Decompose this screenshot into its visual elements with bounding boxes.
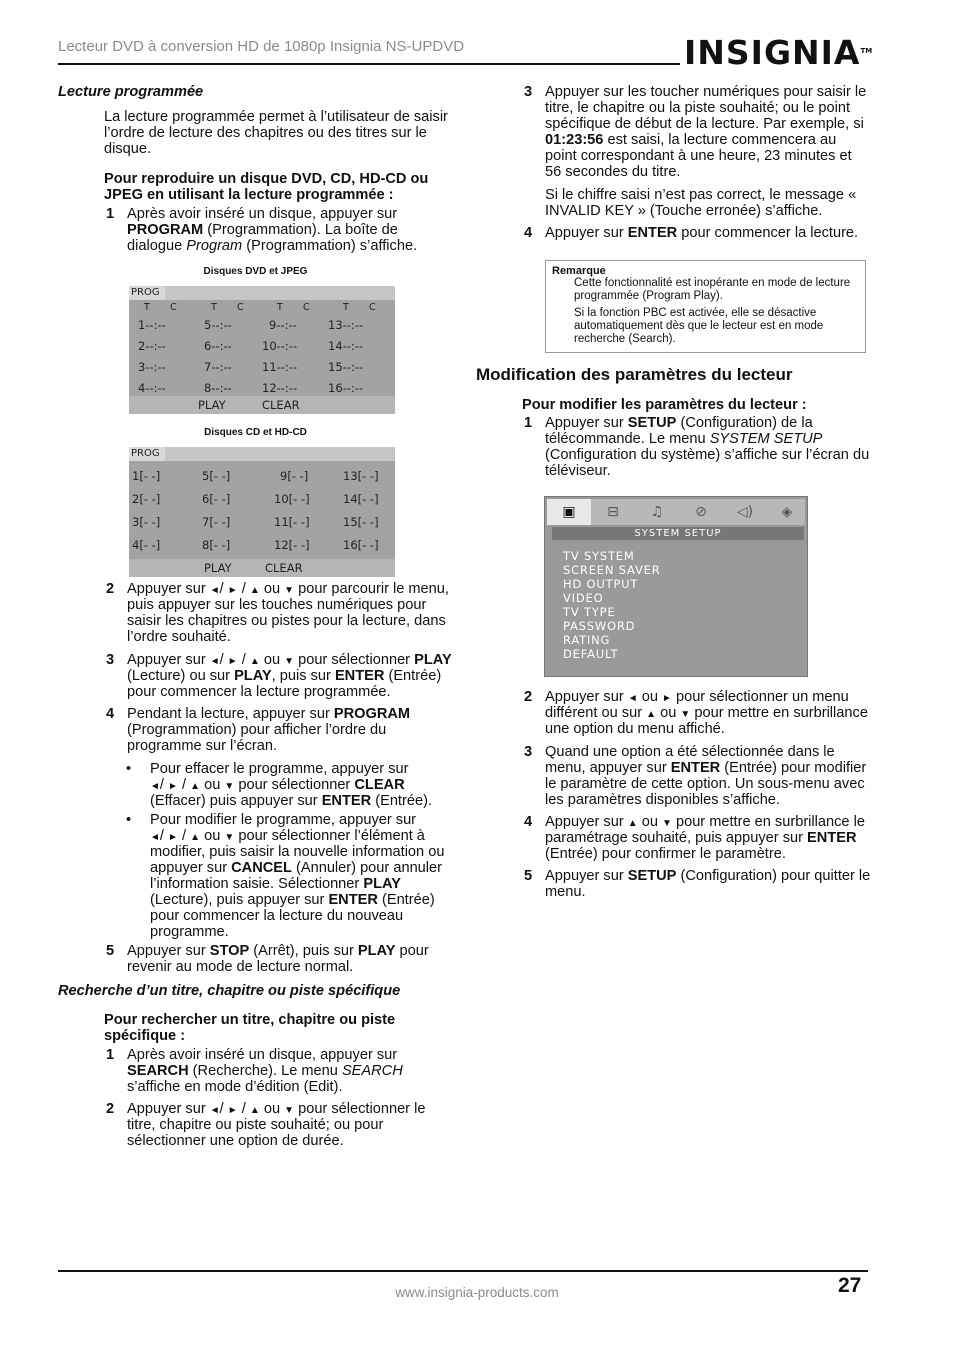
left-arrow-icon: ◄ [209,1105,220,1116]
col-c-label: C [237,302,244,313]
up-arrow-icon: ▲ [190,781,201,792]
track-slot[interactable]: 4[- -] [132,538,161,552]
col-c-label: C [303,302,310,313]
up-arrow-icon: ▲ [627,818,638,829]
program-slot[interactable]: 10--:-- [262,339,298,353]
program-slot[interactable]: 7--:-- [204,360,232,374]
program-slot[interactable]: 6--:-- [204,339,232,353]
running-header: Lecteur DVD à conversion HD de 1080p Insignia NS-UPDVD [58,38,465,55]
up-arrow-icon: ▲ [249,656,260,667]
up-arrow-icon: ▲ [190,832,201,843]
col-c-label: C [170,302,177,313]
track-slot[interactable]: 7[- -] [202,515,231,529]
up-arrow-icon: ▲ [249,1105,260,1116]
down-arrow-icon: ▼ [680,709,691,720]
track-slot[interactable]: 5[- -] [202,469,231,483]
col-t-label: T [277,302,283,313]
tab-misc-icon[interactable]: ◈ [781,504,793,520]
tab-video-icon[interactable]: ⊘ [695,504,707,520]
note-text-1: Cette fonctionnalité est inopérante en mode de lecture programmée (Program Play). [574,277,851,302]
settings-step-3: 3 Quand une option a été sélectionnée dans le menu, appuyer sur ENTER (Entrée) pour modifier le paramètre de cette option. Un sous-menu avec les paramètres disponibles s’affiche. [524,744,867,808]
track-slot[interactable]: 15[- -] [343,515,379,529]
track-slot[interactable]: 8[- -] [202,538,231,552]
play-option[interactable]: PLAY [198,398,226,412]
program-slot[interactable]: 5--:-- [204,318,232,332]
up-arrow-icon: ▲ [249,585,260,596]
track-slot[interactable]: 10[- -] [274,492,310,506]
setup-title-bar: SYSTEM SETUP [552,527,804,540]
down-arrow-icon: ▼ [284,1105,295,1116]
setup-item-screen-saver[interactable]: SCREEN SAVER [563,563,661,577]
col-t-label: T [144,302,150,313]
settings-step-5: 5 Appuyer sur SETUP (Configuration) pour quitter le menu. [524,868,871,900]
intro-paragraph: La lecture programmée permet à l’utilisateur de saisir l’ordre de lecture des chapitres ou des titres sur le disque. [104,109,448,157]
right-arrow-icon: ► [662,693,672,704]
left-arrow-icon: ◄ [209,656,220,667]
setup-tab-bar [547,499,805,525]
program-slot[interactable]: 16--:-- [328,381,364,395]
procedure-heading: Pour reproduire un disque DVD, CD, HD-CD ou JPEG en utilisant la lecture programmée : [104,171,429,203]
search-step-1: 1 Après avoir inséré un disque, appuyer sur SEARCH (Recherche). Le menu SEARCH s’affiche en mode d’édition (Edit). [106,1047,403,1095]
right-column [476,84,871,900]
note-title: Remarque [552,265,606,277]
footer-rule [58,1270,868,1272]
bullet-modify-program: • Pour modifier le programme, appuyer sur ◄/ ► / ▲ ou ▼ pour sélectionner l’élément à modifier, puis saisir la nouvelle information ou appuyer sur CANCEL (Annuler) pour annuler l’information saisie. Sélectionner PLAY (Lecture), puis appuyer sur ENTER (Entrée) pour commencer la lecture du nouveau programme. [126,812,445,940]
down-arrow-icon: ▼ [284,585,295,596]
track-slot[interactable]: 13[- -] [343,469,379,483]
setup-item-tv-system[interactable]: TV SYSTEM [563,549,635,563]
program-slot[interactable]: 1--:-- [138,318,166,332]
step-3: 3 Appuyer sur ◄/ ► / ▲ ou ▼ pour sélectionner PLAY (Lecture) ou sur PLAY, puis sur ENTER (Entrée) pour commencer la lecture programmée. [106,652,452,700]
left-arrow-icon: ◄ [209,585,220,596]
step-5: 5 Appuyer sur STOP (Arrêt), puis sur PLAY pour revenir au mode de lecture normal. [106,943,429,975]
setup-item-video[interactable]: VIDEO [563,591,604,605]
program-slot[interactable]: 13--:-- [328,318,364,332]
program-slot[interactable]: 2--:-- [138,339,166,353]
left-arrow-icon: ◄ [627,693,638,704]
program-slot[interactable]: 9--:-- [269,318,297,332]
program-slot[interactable]: 3--:-- [138,360,166,374]
program-slot[interactable]: 11--:-- [262,360,298,374]
left-column [58,84,453,1149]
track-slot[interactable]: 1[- -] [132,469,161,483]
search-step-4: 4 Appuyer sur ENTER pour commencer la lecture. [524,225,859,241]
prog-tag: PROG [129,447,165,461]
setup-item-default[interactable]: DEFAULT [563,647,619,661]
program-slot[interactable]: 8--:-- [204,381,232,395]
col-t-label: T [343,302,349,313]
note-text-2: Si la fonction PBC est activée, elle se désactive automatiquement dès que le lecteur est en mode recherche (Search). [574,307,824,345]
tab-speaker-icon[interactable]: ◁) [736,504,754,520]
setup-item-password[interactable]: PASSWORD [563,619,636,633]
track-slot[interactable]: 12[- -] [274,538,310,552]
track-slot[interactable]: 2[- -] [132,492,161,506]
col-c-label: C [369,302,376,313]
cd-screen-caption: Disques CD et HD-CD [204,427,307,438]
program-slot[interactable]: 14--:-- [328,339,364,353]
setup-item-rating[interactable]: RATING [563,633,611,647]
section-title-search: Recherche d’un titre, chapitre ou piste spécifique [58,983,401,999]
search-step-3: 3 Appuyer sur les toucher numériques pour saisir le titre, le chapitre ou la piste souhaité; ou le point spécifique de début de la lecture. Par exemple, si 01:23:56 est saisi, la lecture commencera au point correspondant à une heure, 23 minutes et 56 secondes du titre. [524,84,867,180]
setup-item-tv-type[interactable]: TV TYPE [563,605,616,619]
clear-option[interactable]: CLEAR [262,398,300,412]
clear-option[interactable]: CLEAR [265,561,303,575]
left-arrow-icon: ◄ [150,832,160,843]
section-title-programmed: Lecture programmée [58,84,204,100]
prog-tag: PROG [129,286,165,300]
cd-footer [129,559,395,577]
page-number: 27 [838,1274,862,1297]
left-arrow-icon: ◄ [150,781,160,792]
track-slot[interactable]: 11[- -] [274,515,310,529]
program-slot[interactable]: 4--:-- [138,381,166,395]
tab-audio-icon[interactable]: ♫ [650,504,664,520]
invalid-key-paragraph: Si le chiffre saisi n’est pas correct, le message « INVALID KEY » (Touche erronée) s’affiche. [545,187,857,219]
note-box [545,260,866,353]
search-procedure-heading: Pour rechercher un titre, chapitre ou piste spécifique : [104,1012,396,1044]
footer-url[interactable]: www.insignia-products.com [395,1285,559,1300]
dvd-program-screen [129,286,395,414]
header-rule [58,63,680,65]
setup-item-hd-output[interactable]: HD OUTPUT [563,577,639,591]
right-arrow-icon: ► [168,781,178,792]
settings-step-2: 2 Appuyer sur ◄ ou ► pour sélectionner un menu différent ou sur ▲ ou ▼ pour mettre en surbrillance une option du menu affiché. [524,689,868,737]
system-setup-screen [544,496,808,677]
program-slot[interactable]: 15--:-- [328,360,364,374]
search-step-2: 2 Appuyer sur ◄/ ► / ▲ ou ▼ pour sélectionner le titre, chapitre ou piste souhaité; ou pour sélectionner une option de durée. [106,1101,426,1149]
right-arrow-icon: ► [227,1105,238,1116]
settings-procedure-heading: Pour modifier les paramètres du lecteur : [522,397,807,413]
track-slot[interactable]: 16[- -] [343,538,379,552]
down-arrow-icon: ▼ [662,818,672,829]
step-4: 4 Pendant la lecture, appuyer sur PROGRAM (Programmation) pour afficher l’ordre du programme sur l’écran. [106,706,411,754]
setup-menu-list [563,549,660,661]
right-arrow-icon: ► [227,585,238,596]
tab-system-icon[interactable]: ▣ [547,499,591,525]
down-arrow-icon: ▼ [284,656,295,667]
play-option[interactable]: PLAY [204,561,232,575]
right-arrow-icon: ► [168,832,178,843]
insignia-logo: INSIGNIA™ [684,33,873,72]
col-t-label: T [211,302,217,313]
dvd-screen-caption: Disques DVD et JPEG [203,266,308,277]
tab-language-icon[interactable]: ⊟ [607,504,619,520]
section-heading-settings: Modification des paramètres du lecteur [476,365,793,384]
bullet-clear-program: • Pour effacer le programme, appuyer sur ◄/ ► / ▲ ou ▼ pour sélectionner CLEAR (Effacer) puis appuyer sur ENTER (Entrée). [126,761,432,809]
step-1: 1 Après avoir inséré un disque, appuyer sur PROGRAM (Programmation). La boîte de dialogue Program (Programmation) s’affiche. [106,206,418,254]
step-2: 2 Appuyer sur ◄/ ► / ▲ ou ▼ pour parcourir le menu, puis appuyer sur les touches numériques pour saisir les chapitres ou pistes pour la lecture, dans l’ordre souhaité. [106,581,449,645]
settings-step-4: 4 Appuyer sur ▲ ou ▼ pour mettre en surbrillance le paramétrage souhaité, puis appuyer sur ENTER (Entrée) pour confirmer le paramètre. [524,814,865,862]
program-slot[interactable]: 12--:-- [262,381,298,395]
track-slot[interactable]: 3[- -] [132,515,161,529]
dvd-footer [129,396,395,414]
up-arrow-icon: ▲ [646,709,657,720]
track-slot[interactable]: 14[- -] [343,492,379,506]
cd-program-screen [129,447,395,577]
right-arrow-icon: ► [227,656,238,667]
settings-step-1: 1 Appuyer sur SETUP (Configuration) de la télécommande. Le menu SYSTEM SETUP (Configuration du système) s’affiche sur l’écran du téléviseur. [524,415,870,479]
track-slot[interactable]: 6[- -] [202,492,231,506]
down-arrow-icon: ▼ [224,832,235,843]
track-slot[interactable]: 9[- -] [280,469,309,483]
down-arrow-icon: ▼ [224,781,235,792]
